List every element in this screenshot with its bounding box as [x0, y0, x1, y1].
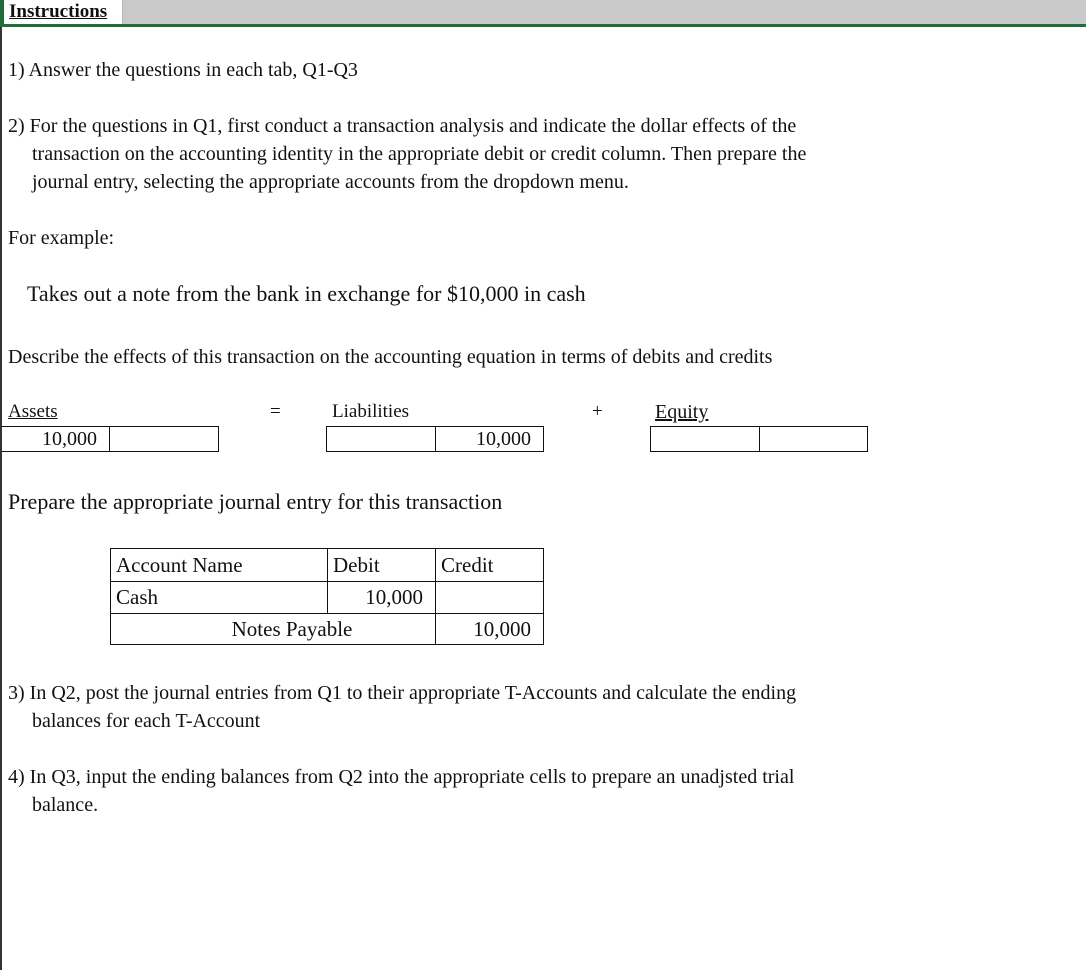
sheet-tab-instructions[interactable]: [0, 0, 123, 24]
instruction-step-2-line-3: journal entry, selecting the appropriate accounts from the dropdown menu.: [32, 171, 629, 193]
journal-row-2-credit[interactable]: 10,000: [435, 613, 544, 645]
example-transaction: Takes out a note from the bank in exchange for $10,000 in cash: [27, 281, 586, 306]
sheet-tab-bar: [0, 0, 1086, 24]
instruction-step-3-line-2: balances for each T-Account: [32, 710, 261, 732]
instruction-step-4-line-2: balance.: [32, 794, 99, 816]
describe-prompt: Describe the effects of this transaction on the accounting equation in terms of debits and credits: [8, 346, 773, 368]
equity-debit-cell[interactable]: [650, 426, 760, 452]
journal-row-1-credit[interactable]: [435, 581, 544, 614]
equity-credit-cell[interactable]: [759, 426, 868, 452]
equity-label: Equity: [655, 401, 709, 423]
sheet-tab-label: Instructions: [9, 1, 108, 22]
assets-label: Assets: [8, 401, 58, 422]
left-border: [0, 27, 2, 970]
journal-entry-table: [110, 548, 544, 645]
instruction-step-3-line-1: 3) In Q2, post the journal entries from Q1 to their appropriate T-Accounts and calculate the ending: [8, 682, 797, 704]
instruction-step-4-line-1: 4) In Q3, input the ending balances from Q2 into the appropriate cells to prepare an unadjsted trial: [8, 766, 795, 788]
equals-sign: =: [270, 401, 281, 422]
journal-header-debit: Debit: [327, 548, 436, 582]
instruction-step-1: 1) Answer the questions in each tab, Q1-Q3: [8, 59, 358, 81]
journal-row-2-account[interactable]: Notes Payable: [110, 613, 436, 645]
liabilities-credit-cell[interactable]: 10,000: [435, 426, 544, 452]
example-label: For example:: [8, 227, 115, 249]
assets-debit-cell[interactable]: 10,000: [2, 426, 110, 452]
journal-row-1-debit[interactable]: 10,000: [327, 581, 436, 614]
journal-row-1-account[interactable]: Cash: [110, 581, 328, 614]
selected-cell-indicator: [0, 0, 4, 26]
instruction-step-2-line-1: 2) For the questions in Q1, first conduct a transaction analysis and indicate the dollar effects of the: [8, 115, 797, 137]
plus-sign: +: [592, 401, 603, 422]
liabilities-debit-cell[interactable]: [326, 426, 436, 452]
assets-credit-cell[interactable]: [109, 426, 219, 452]
liabilities-label: Liabilities: [332, 401, 410, 422]
header-divider: [0, 24, 1086, 27]
instruction-step-2-line-2: transaction on the accounting identity in the appropriate debit or credit column. Then prepare the: [32, 143, 807, 165]
journal-header-account: Account Name: [110, 548, 328, 582]
journal-prompt: Prepare the appropriate journal entry for this transaction: [8, 489, 503, 514]
journal-header-credit: Credit: [435, 548, 544, 582]
